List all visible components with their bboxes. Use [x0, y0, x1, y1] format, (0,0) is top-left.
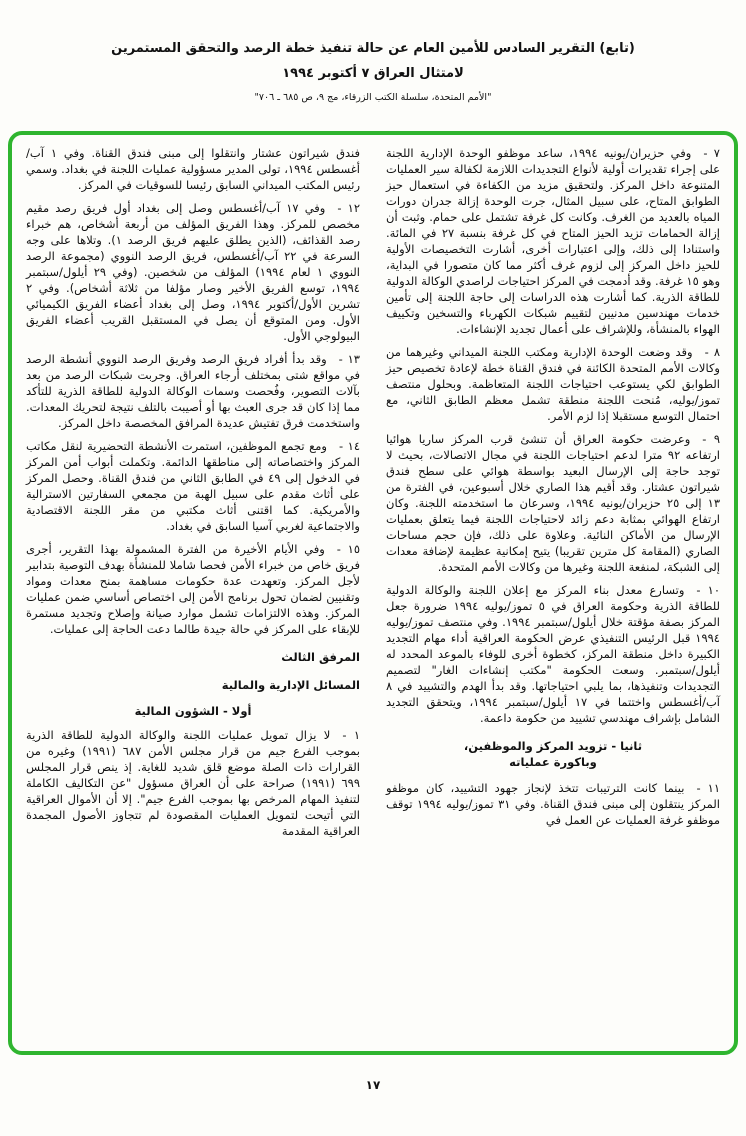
paragraph-14	[26, 438, 360, 534]
paragraph-11	[386, 780, 720, 828]
paragraph-12	[26, 200, 360, 344]
annex-heading: المرفق الثالث	[281, 650, 360, 664]
paragraph-text: وفي الأيام الأخيرة من الفترة المشمولة بهذا التقرير، أجرى فريق خاص من خبراء الأمن فحصا شاملا للمنشأة بهدف التوصية بتدابير لأجل المركز. وتعهدت عدة حكومات مساهمة بمنح معدات ومواد وتقنيين لضمان تحول برنامج الأمن إلى اختصاص أساسي ضمن عمليات المركز. وهذه الالتزامات تشمل موارد صيانة وإصلاح وتجديد مستمرة للإبقاء على المركز في حالة جيدة طالما دعت الحاجة إلى عمليات.	[26, 542, 360, 636]
document-header	[0, 42, 746, 103]
paragraph-text: لا يزال تمويل عمليات اللجنة والوكالة الدولية للطاقة الذرية بموجب الفرع جيم من قرار مجلس الأمن ٦٨٧ (١٩٩١) وغيره من القرارات ذات الصلة موضع قلق شديد للغاية. إذ ينص قرار المجلس ٦٩٩ (١٩٩١) صراحة على أن العراق مسؤول "عن التكاليف الكاملة لتنفيذ المهام المرخص بها بموجب الفرع جيم". إلا أن الأموال العراقية التي أتيحت لتمويل العمليات المقصودة لم تتجاوز الأصول المجمدة العراقية المقدمة	[26, 728, 360, 838]
section-heading-first: أولا - الشؤون المالية	[134, 704, 252, 718]
paragraph-7	[386, 145, 720, 337]
paragraph-number: ١٢ -	[337, 201, 360, 215]
paragraph-number: ١ -	[342, 728, 360, 742]
paragraph-number: ١٣ -	[338, 352, 360, 366]
paragraph-15	[26, 541, 360, 637]
paragraph-8	[386, 344, 720, 424]
paragraph-text: بينما كانت الترتيبات تتخذ لإنجاز جهود التشييد، كان موظفو المركز ينتقلون إلى مبنى فندق القناة. وفي ٣١ تموز/يوليه ١٩٩٤ توقف موظفو غرفة العمليات عن العمل في	[386, 781, 720, 827]
paragraph-number: ٩ -	[702, 432, 720, 446]
paragraph-text: وفي ١٧ آب/أغسطس وصل إلى بغداد أول فريق رصد مقيم مخصص للمركز. وهذا الفريق المؤلف من أربعة أشخاص، هم خبراء رصد القذائف، (الذين يطلق عليهم فريق الرصد ١). وتلاها على وجه السرعة في ٢٢ آب/أغسطس، فريق الرصد النووي (مجموعة الرصد النووي ١ لعام ١٩٩٤) المؤلف من شخصين. (وفي ٢٩ أيلول/سبتمبر ١٩٩٤، توسع الفريق الأخير وصار مؤلفا من ثلاثة أشخاص). وفي ٢ تشرين الأول/أكتوبر ١٩٩٤، وصل إلى بغداد أعضاء الفريق الكيميائي الأول. ومن المتوقع أن يصل في المستقبل القريب أعضاء الفريق البيولوجي الأول.	[26, 201, 360, 343]
paragraph-number: ٧ -	[703, 146, 720, 160]
annex-subheading: المسائل الإدارية والمالية	[221, 678, 360, 692]
paragraph-text: وعرضت حكومة العراق أن تنشئ قرب المركز ساريا هوائيا ارتفاعه ٩٢ مترا لدعم احتياجات اللجنة في مجال الاتصالات، بحيث لا توجد حاجة إلى الإرسال البعيد بواسطة هوائي على سطح فندق شيراتون عشتار. وقد أقيم هذا الصاري خلال أسبوعين، في الفترة من ١٣ إلى ٢٥ حزيران/يونيه ١٩٩٤، وسرعان ما استخدمته اللجنة. وكان ارتفاع الهوائي بمثابة دعم زائد لاحتياجات اللجنة فيما يتعلق بعمليات الإرسال من الأماكن النائية. وعلاوة على ذلك، فإن حجم مساحات الصاري (المقامة كل مترين تقريبا) يتيح إمكانية عظيمة لإضافة معدات إلى الشبكة، لمنفعة اللجنة وغيرها من وكالات الأمم المتحدة.	[386, 432, 720, 574]
column-left	[26, 145, 360, 1041]
paragraph-number: ١٤ -	[338, 439, 360, 453]
paragraph-9	[386, 431, 720, 575]
section-heading-line1: ثانيا - تزويد المركز والموظفين،	[463, 739, 643, 753]
paragraph-continuation	[26, 145, 360, 193]
page-number: ١٧	[365, 1078, 381, 1092]
paragraph-number: ٨ -	[704, 345, 720, 359]
section-heading-line2: وباكورة عملياته	[509, 755, 597, 769]
column-right	[386, 145, 720, 1041]
paragraph-1	[26, 727, 360, 839]
paragraph-number: ١٥ -	[336, 542, 360, 556]
report-title-line1: (تابع) التقرير السادس للأمين العام عن حالة تنفيذ خطة الرصد والتحقق المستمرين	[111, 41, 635, 56]
paragraph-text: ومع تجمع الموظفين، استمرت الأنشطة التحضيرية لنقل مكاتب المركز واختصاصاته إلى مناطقها الدائمة. وتكملت أبواب أمن المركز في الدخول إلى ٤٩ في الطابق الثاني من فندق القناة. وحصل المركز على أثاث مقدم على سبيل الهبة من مجمعي السفارتين الاسترالية والأمريكية. كما اقتنى أثاث مكتبي من مقر اللجنة الاقتصادية والاجتماعية لغربي آسيا السابق في بغداد.	[26, 439, 360, 533]
report-title-line2: لامتثال العراق ٧ أكتوبر ١٩٩٤	[282, 66, 464, 81]
page-border	[8, 131, 738, 1055]
section-heading-second	[386, 738, 720, 770]
paragraph-text: وفي حزيران/يونيه ١٩٩٤، ساعد موظفو الوحدة الإدارية اللجنة على إجراء تقديرات أولية لأنواع التجديدات اللازمة لكفالة سير العمليات المتنوعة داخل المركز. ولتحقيق مزيد من الكفاءة في استعمال حيز الطوابق المتاح، على سبيل المثال، جرت الوحدة إزالة جدران دورات المياه بالعديد من الغرف. وكانت كل غرفة تشتمل على حمام. وثبت أن إزالة الحمامات تزيد الحيز المتاح في كل غرفة بنسبة ٢٧ في المائة. واستنادا إلى ذلك، وإلى اعتبارات أخرى، أشارت التخصيصات الأولية للحيز داخل المركز إلى لزوم غرف أكثر مما كان متصورا في البداية، وهو ١٥ غرفة. وقد أدمجت في المركز احتياجات لراصدي الوكالة الدولية للطاقة الذرية. كما أشارت هذه الدراسات إلى حاجة اللجنة إلى تأمين خدمات مهندسين مدنيين لتقييم شبكات الكهرباء والتسخين وتكييف الهواء بالمنشأة، وللإشراف على أعمال تجديد الإنشاءات.	[386, 146, 721, 336]
paragraph-text: وقد وضعت الوحدة الإدارية ومكتب اللجنة الميداني وغيرهما من وكالات الأمم المتحدة الكائنة في فندق القناة خطة لإعادة تخصيص حيز الطوابق لكي يستوعب احتياجات اللجنة المتعاظمة. وبحلول منتصف تموز/يوليه، مُنحت اللجنة منطقة تشمل معظم الطابق الثاني، مع احتمال التوسع مستقبلا إذا لزم الأمر.	[386, 345, 720, 423]
paragraph-number: ١١ -	[696, 781, 720, 795]
paragraph-13	[26, 351, 360, 431]
source-citation: "الأمم المتحدة، سلسلة الكتب الزرقاء، مج ٩، ص ٦٨٥ ـ ٧٠٦"	[254, 92, 492, 103]
paragraph-number: ١٠ -	[696, 583, 720, 597]
paragraph-text: وتسارع معدل بناء المركز مع إعلان اللجنة والوكالة الدولية للطاقة الذرية وحكومة العراق في ٥ تموز/يوليه ١٩٩٤ ضرورة جعل المركز بصفة مؤقتة خلال أيلول/سبتمبر ١٩٩٤. وفي منتصف تموز/يوليه ١٩٩٤ قبل الرئيس التنفيذي عرض الحكومة العراقية أداء مهام التجديد الكبيرة داخل منطقة المركز، كخطوة أخرى للوفاء بالموعد المحدد له أيلول/سبتمبر. وسعت الحكومة "مكتب إنشاءات الغار" لتصميم التجديدات وتنفيذها، بما يلبي احتياجاتها. وقد بدأ الهدم والتشييد في ٨ آب/أغسطس واختتما في ١٧ أيلول/سبتمبر ١٩٩٤، ويتحقق التجديد الشامل بإشراف مهندسي تشييد من حكومة داعمة.	[386, 583, 721, 725]
paragraph-text: وقد بدأ أفراد فريق الرصد وفريق الرصد النووي أنشطة الرصد في مواقع شتى بمختلف أرجاء العراق. وجربت شبكات الرصد من بعد بآلات التصوير، وفُحصت وسمات الوكالة الدولية للطاقة الذرية للتأكد مما إذا كان قد جرى العبث بها أو أصيبت بالتلف نتيجة لتحريك المعدات. واستخدمت فرق تفتيش عديدة المرافق المخصصة داخل المركز.	[26, 352, 360, 430]
paragraph-text: فندق شيراتون عشتار وانتقلوا إلى مبنى فندق القناة. وفي ١ آب/أغسطس ١٩٩٤، تولى المدير مسؤولية عمليات اللجنة في بغداد. وسمي رئيس المكتب الميداني السابق رئيسا للسوقيات في المركز.	[26, 146, 360, 192]
paragraph-10	[386, 582, 720, 726]
two-column-layout	[26, 145, 720, 1041]
